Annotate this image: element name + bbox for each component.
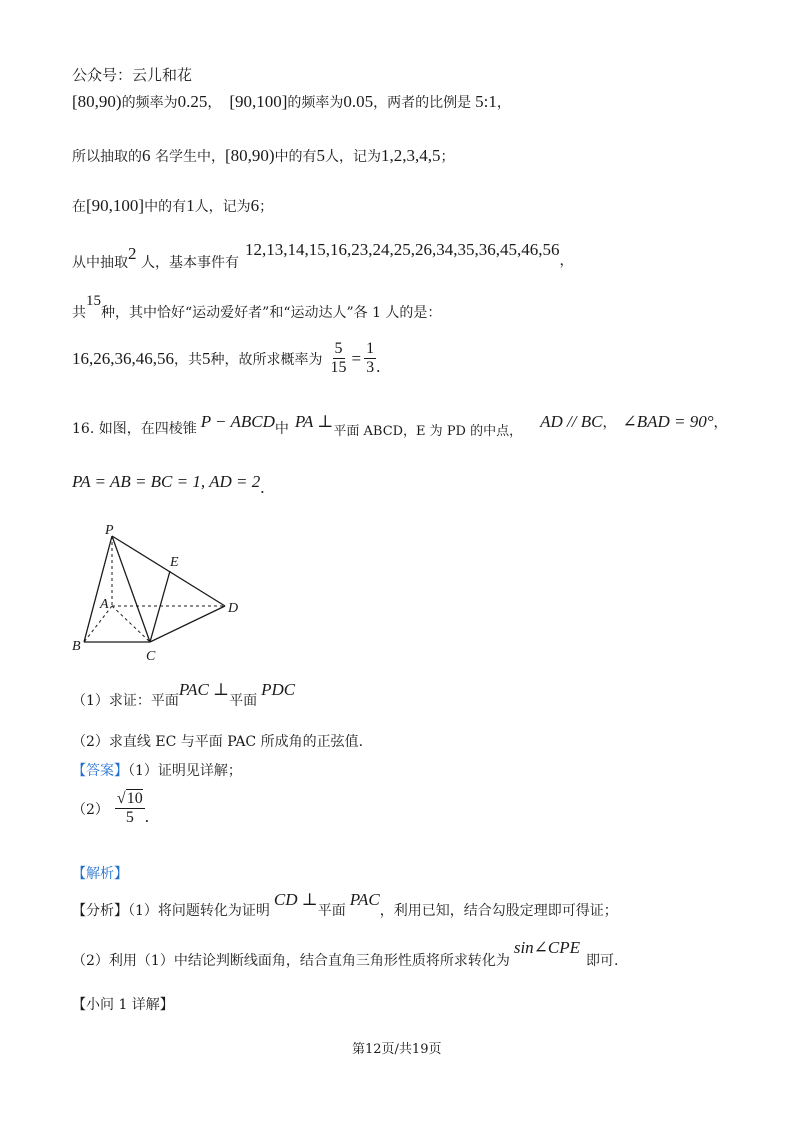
problem-statement — [72, 412, 728, 439]
value: 1 — [186, 196, 195, 215]
math: CD ⊥ — [273, 890, 318, 909]
text: . — [144, 806, 149, 826]
numerator — [115, 790, 145, 809]
math: PA = AB = BC = 1, AD = 2 — [72, 472, 261, 491]
fraction — [329, 340, 349, 377]
text: 中的有 — [144, 199, 187, 215]
sqrt-symbol: √ — [116, 790, 126, 807]
edge-CD — [150, 606, 225, 642]
text: ； — [259, 199, 274, 215]
text-line-2 — [72, 146, 455, 166]
interval: [80,90) — [72, 92, 122, 111]
denominator: 5 — [125, 809, 134, 826]
text-line-5 — [72, 290, 442, 321]
page-footer: 第12页/共19页 — [352, 1042, 442, 1057]
value: 15 — [86, 293, 101, 309]
edge-PC — [112, 536, 150, 642]
text-line-4 — [72, 240, 574, 271]
math: PA ⊥ — [294, 412, 334, 431]
text: ， — [713, 415, 728, 431]
events-list: 12,13,14,15,16,23,24,25,26,34,35,36,45,46,56 — [244, 240, 560, 259]
numerator: 5 — [334, 340, 343, 357]
problem-number: 16. 如图，在四棱锥 — [72, 421, 197, 437]
numerator: 1 — [366, 340, 375, 357]
text: 平面 ABCD，E 为 PD 的中点， — [333, 424, 523, 439]
text: 种，其中恰好“运动爱好者”和“运动达人”各 1 人的是： — [101, 305, 442, 321]
fenxi-tag: 【分析】 — [72, 903, 128, 919]
text: （1）将问题转化为证明 — [128, 903, 270, 919]
interval: [90,100] — [86, 196, 145, 215]
text: 中 — [274, 421, 289, 437]
interval: [90,100] — [229, 92, 288, 111]
text: ，利用已知，结合勾股定理即可得证； — [379, 903, 618, 919]
label-D: D — [228, 601, 239, 616]
fraction — [364, 340, 376, 377]
answer-tag: 【答案】 — [72, 763, 128, 779]
equals: = — [351, 348, 362, 368]
math: ∠BAD = 90° — [622, 412, 714, 431]
text: 共 — [72, 305, 86, 321]
label-A: A — [100, 597, 109, 612]
text: （2）利用（1）中结论判断线面角，结合直角三角形性质将所求转化为 — [72, 953, 510, 969]
text: . — [260, 478, 265, 497]
denominator: 15 — [330, 359, 347, 376]
text: （1）求证：平面 — [72, 693, 179, 709]
ratio: 5:1 — [475, 92, 497, 111]
value: 5 — [202, 348, 211, 368]
edge-PD — [112, 536, 225, 606]
text: 平面 — [229, 693, 258, 709]
events-list: 16,26,36,46,56 — [72, 348, 174, 368]
text: ， — [602, 415, 617, 431]
account-header: 公众号：云儿和花 — [72, 66, 193, 84]
text: （2） — [72, 801, 109, 818]
label-B: B — [72, 639, 81, 654]
analysis-tag: 【解析】 — [72, 866, 128, 882]
text: 平面 — [317, 903, 346, 919]
text: 种，故所求概率为 — [210, 351, 323, 368]
math: PAC ⊥ — [178, 680, 230, 699]
text: ，两者的比例是 — [373, 95, 472, 111]
text-line-3 — [72, 196, 273, 216]
text: 即可. — [586, 953, 619, 969]
labels: 1,2,3,4,5 — [381, 146, 441, 165]
text: 的频率为 — [287, 95, 344, 111]
value: 5 — [316, 146, 326, 165]
text: 中的有 — [274, 149, 317, 165]
sub-question-tag: 【小问 1 详解】 — [72, 997, 174, 1013]
text-line-1 — [72, 92, 511, 112]
value: 0.05 — [343, 92, 374, 111]
radicand: 10 — [126, 790, 143, 807]
answer-line-1 — [72, 760, 242, 780]
text: 人，记为 — [325, 149, 382, 165]
text: 的频率为 — [121, 95, 178, 111]
value: 2 — [128, 244, 137, 263]
label-E: E — [170, 555, 179, 570]
fenxi-line — [72, 890, 618, 919]
text: ， — [496, 95, 511, 111]
text: 人，基本事件有 — [136, 255, 239, 271]
math: PAC — [349, 890, 380, 909]
label-P: P — [105, 523, 114, 538]
text: . — [376, 356, 381, 376]
text: ， — [559, 253, 574, 269]
question-2: （2）求直线 EC 与平面 PAC 所成角的正弦值. — [72, 734, 364, 750]
value: 0.25 — [177, 92, 208, 111]
math: P − ABCD — [200, 412, 275, 431]
answer-line-2 — [72, 790, 149, 827]
text: 从中抽取 — [72, 255, 128, 271]
text: ，共 — [174, 351, 202, 368]
math: AD // BC — [540, 412, 603, 431]
label-C: C — [146, 649, 156, 664]
value: 6 — [250, 196, 260, 215]
edge-AC — [112, 606, 150, 642]
text: ， — [207, 95, 222, 111]
interval: [80,90) — [224, 146, 275, 165]
pyramid-figure — [70, 520, 260, 665]
text: （1）证明见详解； — [128, 763, 242, 779]
text: 人，记为 — [194, 199, 251, 215]
problem-conditions — [72, 472, 265, 497]
analysis-line-2 — [72, 938, 619, 969]
math: PDC — [261, 680, 296, 699]
math: sin∠CPE — [513, 938, 581, 957]
value: 6 — [142, 146, 151, 165]
edge-PB — [84, 536, 112, 642]
text: 所以抽取的 — [72, 149, 142, 165]
text: ； — [440, 149, 455, 165]
text: 在 — [72, 199, 86, 215]
text: 名学生中， — [150, 149, 225, 165]
text-line-6 — [72, 340, 380, 377]
fraction — [115, 790, 145, 827]
denominator: 3 — [366, 359, 375, 376]
question-1 — [72, 680, 296, 709]
